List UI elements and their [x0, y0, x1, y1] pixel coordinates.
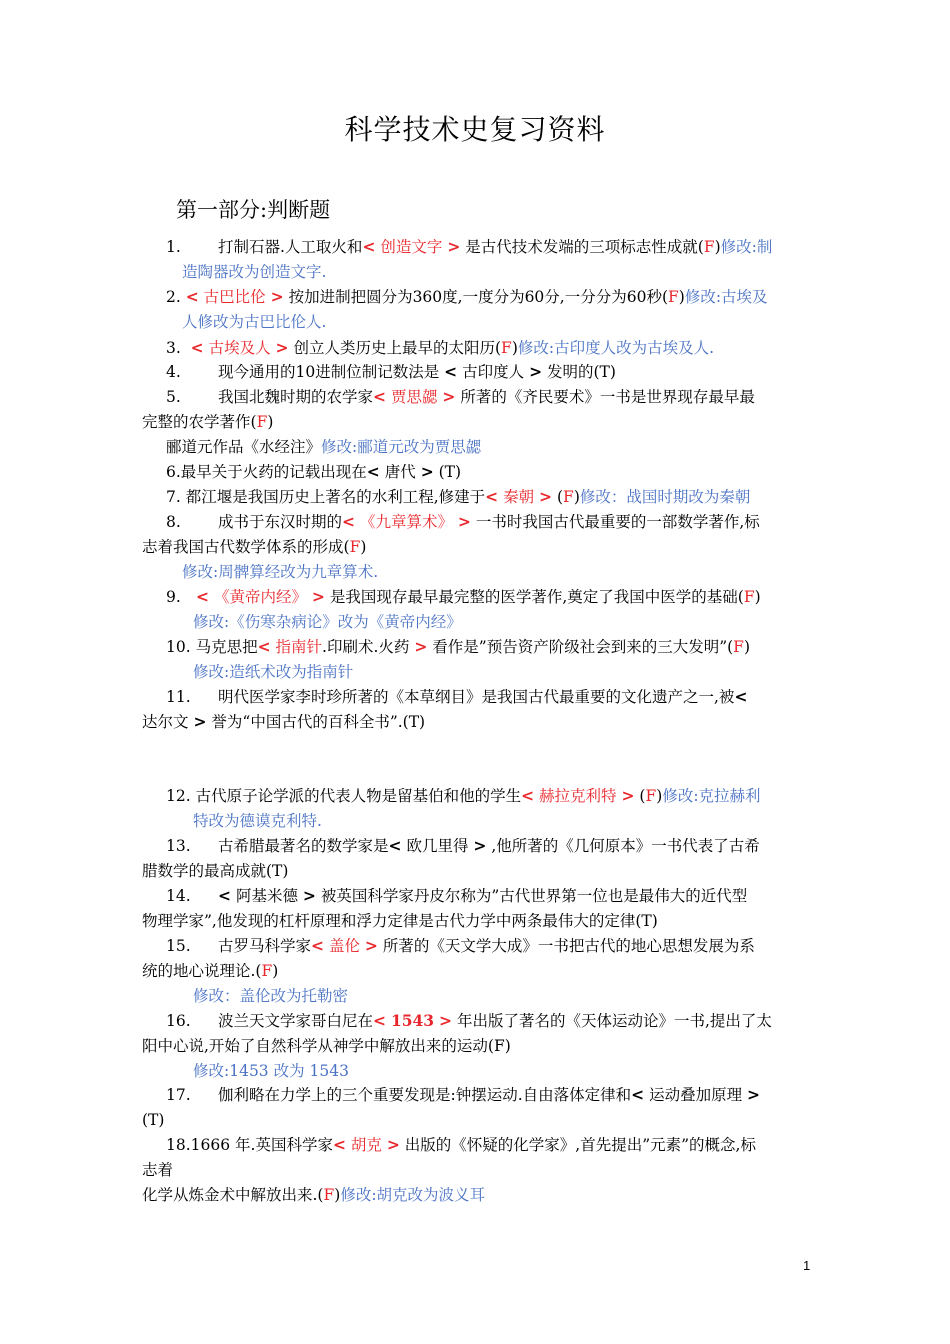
document-page: 科学技术史复习资料 第一部分:判断题 1. 打制石器.人工取火和< 创造文字 > 是古代技术发端的三项标志性成就(F)修改:制 造陶器改为创造文字. 2. < 古巴比伦 > 按加进制把圆分为360度,一度分为60分,一分分为60秒(F)修改:古埃及 人修改为古巴比伦人. 3. < 古埃及人 > 创立人类历史上最早的太阳历(F)修改:古印度人改为古埃及人. 4. 现今通用的10进制位制记数法是 < 古印度人 > 发明的(T) 5. 我国北魏时期的农学家< 贾思勰 > 所著的《齐民要术》一书是世界现存最早最 完整的农学著作(F) 郦道元作品《水经注》修改:郦道元改为贾思勰 6.最早关于火药的记载出现在< 唐代 > (T) 7. 都江堰是我国历史上著名的水利工程,修建于< 秦朝 > (F)修改：战国时期改为秦朝 8. 成书于东汉时期的< 《九章算术》 > 一书时我国古代最重要的一部数学著作,标 志着我国古代数学体系的形成(F) 修改:周髀算经改为九章算术. 9. < 《黄帝内经》 > 是我国现存最早最完整的医学著作,奠定了我国中医学的基础(F) 修改:《伤寒杂病论》改为《黄帝内经》 10. 马克思把< 指南针.印刷术.火药 > 看作是”预告资产阶级社会到来的三大发明”(F) 修改:造纸术改为指南针 11. 明代医学家李时珍所著的《本草纲目》是我国古代最重要的文化遗产之一,被< 达尔文 > 誉为“中国古代的百科全书”.(T) 12. 古代原子论学派的代表人物是留基伯和他的学生< 赫拉克利特 > (F)修改:克拉赫利 特改为德谟克利特. 13. 古希腊最著名的数学家是< 欧几里得 > ,他所著的《几何原本》一书代表了古希 腊数学的最高成就(T) 14. < 阿基米德 > 被英国科学家丹皮尔称为”古代世界第一位也是最伟大的近代型 物理学家”,他发现的杠杆原理和浮力定律是古代力学中两条最伟大的定律(T) 15. 古罗马科学家< 盖伦 > 所著的《天文学大成》一书把古代的地心思想发展为系 统的地心说理论.(F) 修改：盖伦改为托勒密 16. 波兰天文学家哥白尼在< 1543 > 年出版了著名的《天体运动论》一书,提出了太 阳中心说,开始了自然科学从神学中解放出来的运动(F) 修改:1453 改为 1543 17. 伽利略在力学上的三个重要发现是:钟摆运动.自由落体定律和< 运动叠加原理 > (T) 18.1666 年.英国科学家< 胡克 > 出版的《怀疑的化学家》,首先提出”元素”的概念,标 志着 化学从炼金术中解放出来.(F)修改:胡克改为波义耳 1 [0, 0, 950, 1344]
question-18-line-1: 18.1666 年.英国科学家< 胡克 > 出版的《怀疑的化学家》,首先提出”元素”的概念,标 [166, 1135, 756, 1154]
highlight-term: 1543 [390, 1011, 435, 1030]
question-10-line-2 [193, 662, 353, 682]
question-5-line-3: 郦道元作品《水经注》修改:郦道元改为贾思勰 [166, 438, 482, 456]
question-7: 7. 都江堰是我国历史上著名的水利工程,修建于< 秦朝 > (F)修改：战国时期改为秦朝 [166, 487, 751, 506]
correction-note: 人修改为古巴比伦人. [182, 313, 327, 331]
section-heading: 第一部分:判断题 [176, 198, 331, 222]
correction-note: 修改:克拉赫利 [662, 787, 761, 805]
question-10-line-1: 10. 马克思把< 指南针.印刷术.火药 > 看作是”预告资产阶级社会到来的三大发明”(F) [166, 637, 750, 656]
question-15-line-3 [193, 986, 348, 1006]
document-title: 科学技术史复习资料 [344, 113, 606, 146]
highlight-term: 《黄帝内经》 [213, 588, 307, 606]
correction-note: 修改:制 [720, 238, 773, 256]
question-2-line-1: 2. < 古巴比伦 > 按加进制把圆分为360度,一度分为60分,一分分为60秒(F)修改:古埃及 [166, 287, 768, 306]
highlight-term: 指南针 [275, 638, 323, 656]
question-12-line-2 [193, 811, 322, 831]
question-16-line-2: 阳中心说,开始了自然科学从神学中解放出来的运动(F) [142, 1037, 511, 1055]
highlight-term: 赫拉克利特 [539, 787, 617, 805]
question-18-line-2: 志着 [142, 1161, 174, 1179]
page-number: 1 [803, 1258, 811, 1273]
correction-note: 修改:1453 改为 1543 [193, 1062, 349, 1080]
correction-note: 修改:胡克改为波义耳 [340, 1186, 486, 1204]
correction-note: 修改:郦道元改为贾思勰 [321, 438, 482, 456]
question-5-line-2: 完整的农学著作(F) [142, 413, 274, 431]
highlight-term: 胡克 [350, 1136, 382, 1154]
highlight-term: 贾思勰 [390, 388, 438, 406]
correction-note: 修改：战国时期改为秦朝 [579, 488, 751, 506]
correction-note: 修改:古印度人改为古埃及人. [517, 339, 715, 357]
correction-note: 修改:《伤寒杂病论》改为《黄帝内经》 [193, 613, 462, 631]
question-15-line-2: 统的地心说理论.(F) [142, 962, 279, 980]
highlight-term: 古巴比伦 [203, 288, 266, 306]
question-11-line-2: 达尔文 > 誉为“中国古代的百科全书”.(T) [142, 712, 426, 731]
question-13-line-2: 腊数学的最高成就(T) [142, 862, 289, 880]
question-12-line-1: 12. 古代原子论学派的代表人物是留基伯和他的学生< 赫拉克利特 > (F)修改:克拉赫利 [166, 786, 761, 805]
question-8-line-3 [182, 562, 378, 582]
correction-note: 修改:造纸术改为指南针 [193, 663, 354, 681]
question-17-line-2: (T) [142, 1111, 165, 1129]
question-18-line-3: 化学从炼金术中解放出来.(F)修改:胡克改为波义耳 [142, 1186, 486, 1204]
highlight-term: 创造文字 [380, 238, 443, 256]
question-1-line-2 [182, 262, 326, 282]
question-3: 3. < 古埃及人 > 创立人类历史上最早的太阳历(F)修改:古印度人改为古埃及人. [166, 338, 715, 357]
question-8-line-2: 志着我国古代数学体系的形成(F) [142, 538, 367, 556]
highlight-term: 古埃及人 [208, 339, 271, 357]
correction-note: 修改：盖伦改为托勒密 [193, 987, 349, 1005]
correction-note: 造陶器改为创造文字. [182, 263, 327, 281]
question-2-line-2 [182, 312, 326, 332]
correction-note: 修改:周髀算经改为九章算术. [182, 563, 379, 581]
question-9-line-2 [193, 612, 462, 632]
correction-note: 特改为德谟克利特. [193, 812, 322, 830]
question-14-line-2: 物理学家”,他发现的杠杆原理和浮力定律是古代力学中两条最伟大的定律(T) [142, 912, 658, 930]
question-6: 6.最早关于火药的记载出现在< 唐代 > (T) [166, 462, 462, 481]
question-16-line-3 [193, 1061, 349, 1081]
highlight-term: 秦朝 [503, 488, 535, 506]
highlight-term: 盖伦 [328, 937, 360, 955]
correction-note: 修改:古埃及 [684, 288, 768, 306]
highlight-term: 《九章算术》 [359, 513, 453, 531]
